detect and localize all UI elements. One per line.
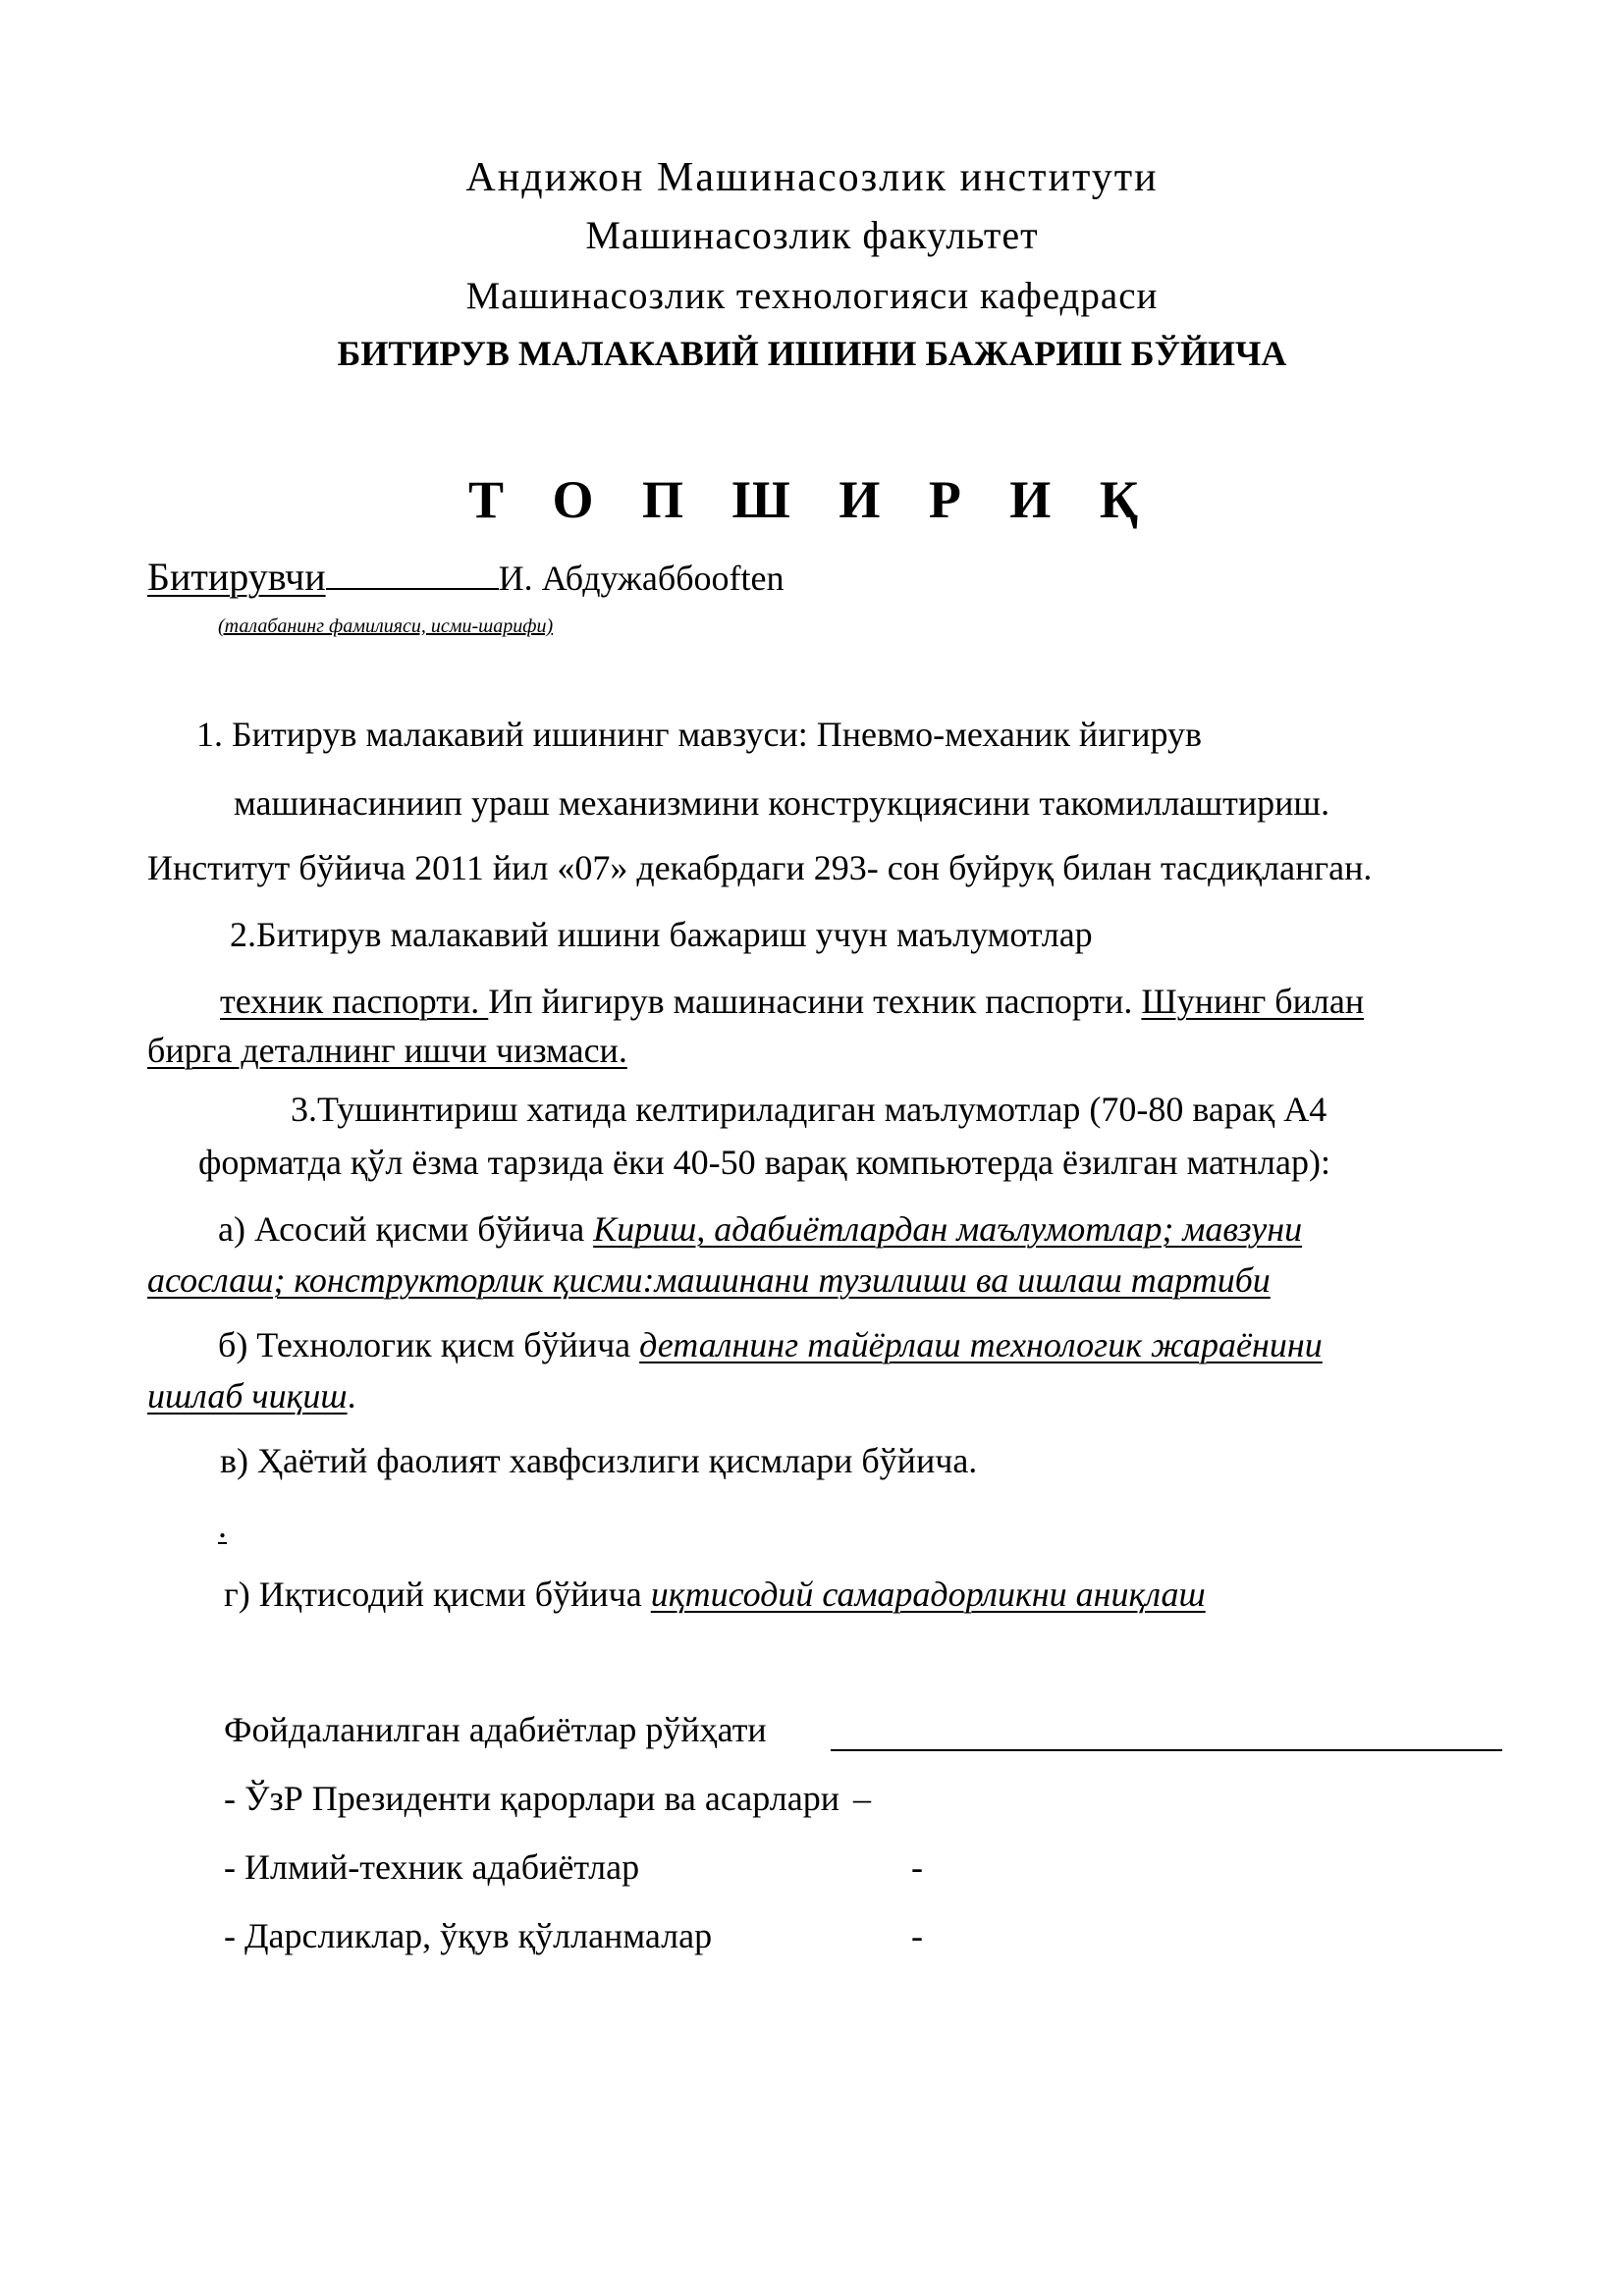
student-name: И. Абдужаббоoften: [498, 559, 785, 598]
item-b-value1: деталнинг тайёрлаш технологик жараёнини: [639, 1325, 1323, 1364]
item-a-value1: Кириш, адабиётлардан маълумотлар; мавзуни: [593, 1209, 1303, 1249]
item-dot: .: [218, 1506, 227, 1545]
section1-line3: Институт бўйича 2011 йил «07» декабрдаги 293- сон буйруқ билан тасдиқланган.: [147, 848, 1373, 887]
student-line: [147, 555, 785, 599]
section2-line2-c: Шунинг билан: [1141, 982, 1365, 1021]
section1-line2: машинасиниип ураш механизмини конструкциясини такомиллаштириш.: [234, 783, 1330, 823]
section2-line2-b: Ип йигирув машинасини техник паспорти.: [488, 982, 1142, 1021]
reference-dash: –: [853, 1779, 871, 1818]
reference-label: - Илмий-техник адабиётлар: [224, 1847, 640, 1887]
references-fill-line: [831, 1749, 1502, 1751]
item-b-label: б) Технологик қисм бўйича: [218, 1325, 640, 1364]
item-a-label: а) Асосий қисми бўйича: [218, 1209, 594, 1249]
reference-item: [224, 1781, 871, 1816]
section2-line2-a: техник паспорти.: [220, 982, 489, 1021]
item-g-label: г) Иқтисодий қисми бўйича: [224, 1575, 651, 1614]
item-a-line1: [218, 1211, 1302, 1247]
document-title: Т О П Ш И Р И Қ: [468, 470, 1156, 529]
item-b-value2: ишлаб чиқиш: [147, 1376, 348, 1415]
item-v-line: в) Ҳаётий фаолият хавфсизлиги қисмлари бўйича.: [220, 1441, 978, 1480]
faculty-name: Машинасозлик факультет: [585, 213, 1039, 257]
item-b-line2: [147, 1378, 356, 1414]
item-b-end: .: [347, 1376, 356, 1415]
reference-label: - Дарсликлар, ўқув қўлланмалар: [224, 1916, 713, 1955]
item-g-line: [224, 1576, 1206, 1612]
section2-line2: [220, 984, 1364, 1019]
student-label: Битирувчи: [147, 555, 326, 599]
section2-line1: 2.Битирув малакавий ишини бажариш учун маълумотлар: [230, 915, 1093, 954]
section3-line2: форматда қўл ёзма тарзида ёки 40-50 варақ компьютерда ёзилган матнлар):: [198, 1143, 1330, 1182]
student-blank: [326, 587, 499, 590]
section3-line1: 3.Тушинтириш хатида келтириладиган маълумотлар (70-80 варақ А4: [291, 1090, 1327, 1129]
document-subtitle: БИТИРУВ МАЛАКАВИЙ ИШИНИ БАЖАРИШ БЎЙИЧА: [337, 334, 1287, 373]
reference-dash: -: [911, 1916, 923, 1955]
section2-line3: бирга деталнинг ишчи чизмаси.: [147, 1031, 627, 1070]
student-hint: (талабанинг фамилияси, исми-шарифи): [218, 615, 554, 637]
institute-name: Андижон Машинасозлик институти: [465, 155, 1159, 200]
reference-dash: -: [911, 1847, 923, 1887]
item-a-line2: асослаш; конструкторлик қисми:машинани тузилиши ва ишлаш тартиби: [147, 1260, 1271, 1300]
reference-item: [224, 1918, 712, 1953]
item-g-value: иқтисодий самарадорликни аниқлаш: [650, 1575, 1206, 1614]
department-name: Машинасозлик технологияси кафедраси: [465, 275, 1159, 317]
reference-label: - ЎзР Президенти қарорлари ва асарлари: [224, 1779, 839, 1818]
reference-item: [224, 1849, 639, 1885]
references-heading: Фойдаланилган адабиётлар рўйҳати: [224, 1710, 767, 1749]
item-b-line1: [218, 1327, 1323, 1362]
section1-line1: 1. Битирув малакавий ишининг мавзуси: Пневмо-механик йигирув: [196, 715, 1203, 754]
